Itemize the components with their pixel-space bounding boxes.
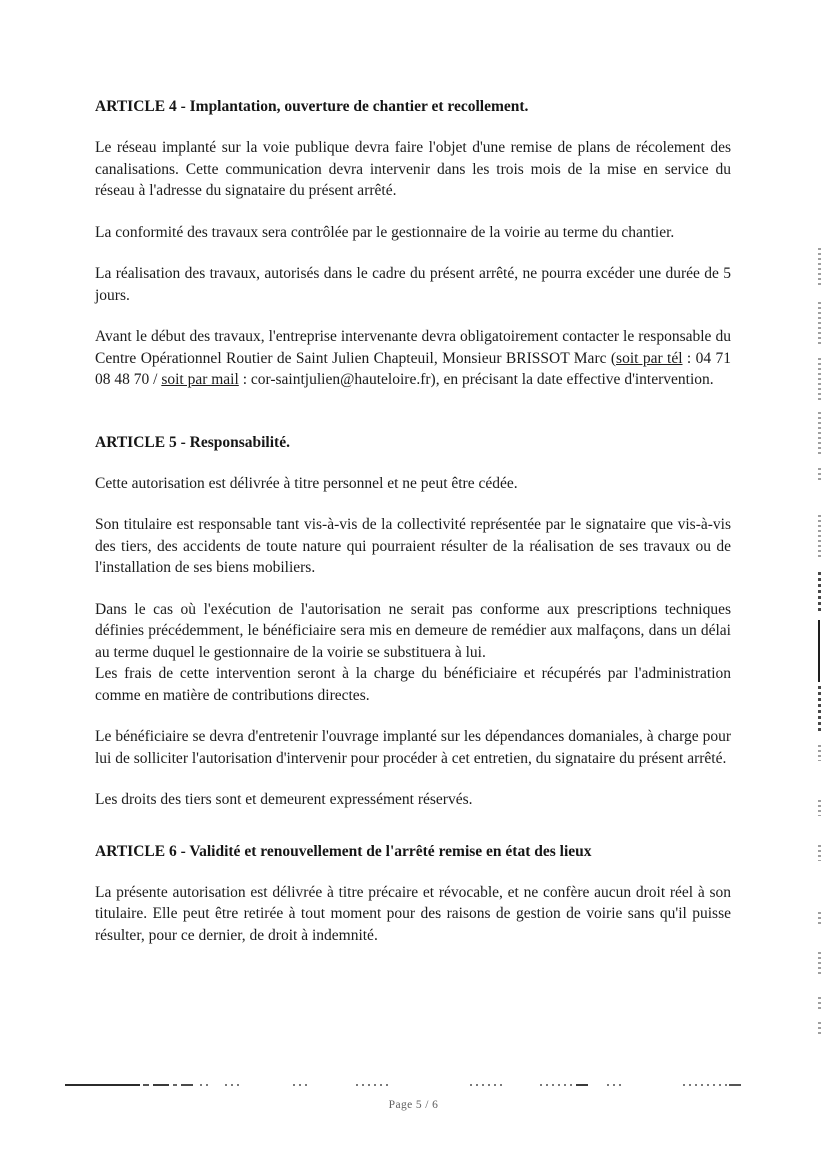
- edge-mark: [818, 997, 821, 1011]
- article6-paragraph-1: La présente autorisation est délivrée à titre précaire et révocable, et ne confère aucun droit réel à son titulaire. Elle peut être retirée à tout moment pour des raisons de gestion de voirie sans qu'il puisse résulter, pour ce dernier, de droit à indemnité.: [95, 883, 731, 944]
- edge-mark: [818, 745, 821, 761]
- contact-text-part1: Avant le début des travaux, l'entreprise intervenante devra obligatoirement contacter le responsable du Centre Opérationnel Routier de Saint Julien Chapteuil, Monsieur BRISSOT Marc (: [95, 328, 731, 367]
- edge-mark: [818, 952, 821, 976]
- edge-mark: [818, 468, 821, 482]
- footer-line-segment: [200, 1084, 212, 1086]
- footer-line-segment: [607, 1084, 621, 1086]
- footer-line-segment: [143, 1084, 149, 1086]
- edge-mark: [818, 412, 821, 456]
- footer-line-segment: [470, 1084, 504, 1086]
- footer-line-segment: [181, 1084, 193, 1086]
- footer-line-segment: [293, 1084, 307, 1086]
- footer-line-segment: [540, 1084, 574, 1086]
- edge-mark: [818, 800, 821, 816]
- edge-mark: [818, 620, 820, 682]
- article6-heading: ARTICLE 6 - Validité et renouvellement de l'arrêté remise en état des lieux: [95, 842, 592, 860]
- footer-line-segment: [153, 1084, 169, 1086]
- footer-line-segment: [729, 1084, 741, 1086]
- footer-line-segment: [576, 1084, 588, 1086]
- edge-mark: [818, 515, 821, 560]
- document-body: [95, 0, 731, 946]
- article5-paragraph-2: Son titulaire est responsable tant vis-à-vis de la collectivité représentée par le signataire que vis-à-vis des tiers, des accidents de toute nature qui pourraient résulter de la réalisation de ses travaux ou de l'installation de ses biens mobiliers.: [95, 516, 731, 576]
- footer-line-segment: [225, 1084, 239, 1086]
- contact-text-part3: : cor-saintjulien@hauteloire.fr), en précisant la date effective d'intervention.: [238, 371, 714, 388]
- edge-mark: [818, 1022, 821, 1036]
- article5-paragraph-5: Les droits des tiers sont et demeurent expressément réservés.: [95, 791, 473, 808]
- article4-heading: ARTICLE 4 - Implantation, ouverture de chantier et recollement.: [95, 98, 529, 115]
- article4-paragraph-3: La réalisation des travaux, autorisés dans le cadre du présent arrêté, ne pourra excéder une durée de 5 jours.: [95, 265, 731, 304]
- scan-artifact-right-edge: [813, 0, 827, 1169]
- contact-mail-underline: soit par mail: [161, 371, 239, 388]
- edge-mark: [818, 686, 821, 732]
- footer-line-segment: [683, 1084, 727, 1086]
- edge-mark: [818, 302, 821, 344]
- edge-mark: [818, 912, 821, 926]
- contact-text-part2: : 04 71 08 48 70 /: [95, 349, 731, 388]
- contact-tel-underline: soit par tél: [616, 349, 683, 367]
- article5-paragraph-3a: Dans le cas où l'exécution de l'autorisation ne serait pas conforme aux prescriptions techniques définies précédemment, le bénéficiaire sera mis en demeure de remédier aux malfaçons, dans un délai au terme duquel le gestionnaire de la voirie se substituera à lui.: [95, 600, 731, 661]
- footer-line-segment: [65, 1084, 140, 1086]
- edge-mark: [818, 248, 821, 288]
- article5-paragraph-3b: Les frais de cette intervention seront à la charge du bénéficiaire et récupérés par l'administration comme en matière de contributions directes.: [95, 665, 731, 704]
- edge-mark: [818, 572, 821, 614]
- footer-line-segment: [173, 1084, 177, 1086]
- edge-mark: [818, 358, 821, 402]
- page-number-label: Page 5 / 6: [388, 1099, 439, 1111]
- article4-paragraph-1: Le réseau implanté sur la voie publique devra faire l'objet d'une remise de plans de récolement des canalisations. Cette communication devra intervenir dans les trois mois de la mise en service du réseau à l'adresse du signataire du présent arrêté.: [95, 139, 731, 199]
- article5-paragraph-1: Cette autorisation est délivrée à titre personnel et ne peut être cédée.: [95, 474, 518, 492]
- article4-paragraph-contact: [95, 326, 731, 391]
- footer-line-segment: [356, 1084, 392, 1086]
- article5-heading: ARTICLE 5 - Responsabilité.: [95, 433, 290, 451]
- edge-mark: [818, 845, 821, 861]
- article5-paragraph-4: Le bénéficiaire se devra d'entretenir l'ouvrage implanté sur les dépendances domaniales, à charge pour lui de solliciter l'autorisation d'intervenir pour procéder à cet entretien, du signataire du présent arrêté.: [95, 728, 731, 767]
- article4-paragraph-2: La conformité des travaux sera contrôlée par le gestionnaire de la voirie au terme du chantier.: [95, 223, 675, 241]
- scan-artifact-footer-line: [0, 1084, 827, 1087]
